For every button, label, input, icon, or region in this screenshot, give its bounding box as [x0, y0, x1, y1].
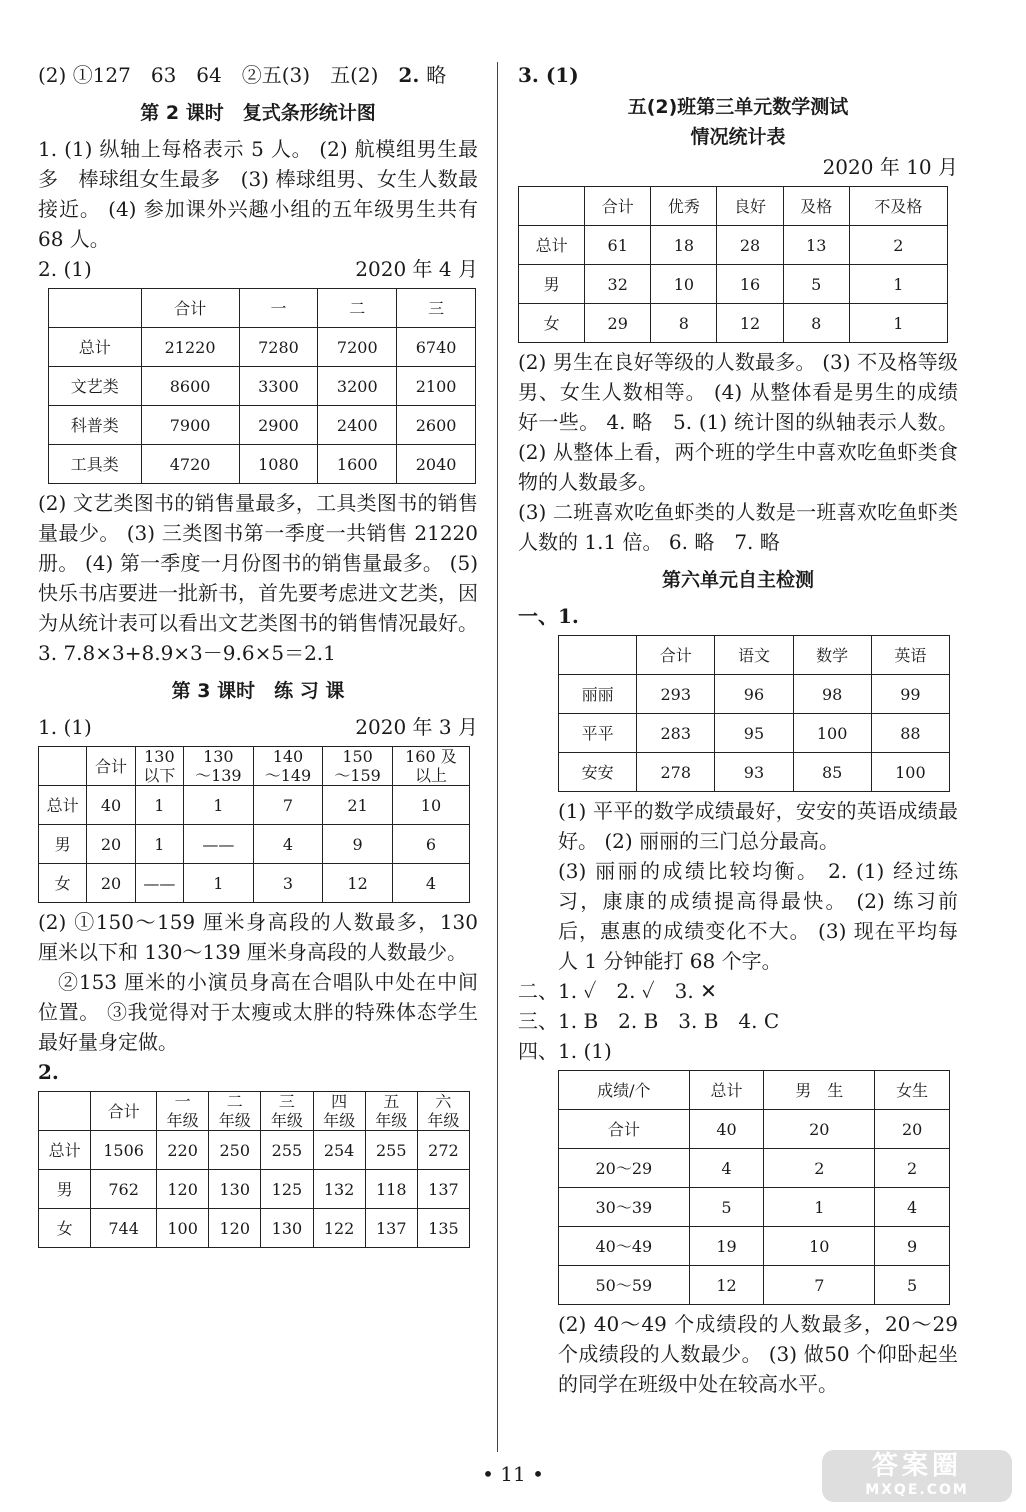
table-cell: 7: [253, 786, 323, 825]
table-cell: 合计: [559, 1110, 690, 1149]
table-header-cell: 合计: [637, 636, 715, 675]
table-subtitle: 情况统计表: [690, 126, 786, 148]
table-row: [559, 1227, 950, 1266]
table-cell: 8: [651, 304, 717, 343]
column-divider: [497, 62, 498, 1452]
table-cell: 99: [871, 675, 949, 714]
answer-paragraph: 1. (1) 纵轴上每格表示 5 人。 (2) 航模组男生最多 棒球组女生最多 (3) 棒球组男、女生人数最接近。 (4) 参加课外兴趣小组的五年级男生共有 68 人。: [38, 137, 478, 251]
question-label: 2. (1): [38, 257, 92, 281]
table-cell: 9: [323, 825, 393, 864]
table-cell: 2600: [397, 406, 476, 445]
question-header: [518, 60, 958, 90]
table-cell: 2: [875, 1149, 950, 1188]
table-cell: 12: [717, 304, 783, 343]
table-cell: 88: [871, 714, 949, 753]
table-cell: 12: [323, 864, 393, 903]
table-cell: 20: [875, 1110, 950, 1149]
table-row: [39, 825, 470, 864]
table-cell: 19: [689, 1227, 764, 1266]
question-header: [38, 1057, 478, 1087]
table-row: [559, 1149, 950, 1188]
table-cell: 61: [585, 226, 651, 265]
question-header: [38, 254, 478, 284]
table-header-cell: 二: [318, 289, 397, 328]
table-header-row: [519, 187, 948, 226]
table-cell: 总计: [39, 1131, 91, 1170]
table-header-cell: 语文: [715, 636, 793, 675]
table-header-row: [49, 289, 476, 328]
table-header-cell: 五 年级: [365, 1092, 417, 1131]
table-row: [39, 1170, 470, 1209]
table-cell: 254: [313, 1131, 365, 1170]
table-row: [559, 714, 950, 753]
table-cell: 20: [764, 1110, 875, 1149]
table-cell: 137: [417, 1170, 469, 1209]
table-cell: 130: [261, 1209, 313, 1248]
table-cell: 8: [783, 304, 849, 343]
table-cell: 总计: [519, 226, 585, 265]
table-cell: 3300: [239, 367, 318, 406]
table-cell: 28: [717, 226, 783, 265]
table-cell: 6740: [397, 328, 476, 367]
question-label: 2.: [38, 1060, 59, 1084]
table-date: 2020 年 4 月: [355, 257, 478, 281]
table-cell: 278: [637, 753, 715, 792]
answer-paragraph: (2) 男生在良好等级的人数最多。 (3) 不及格等级男、女生人数相等。 (4) 从整体看是男生的成绩好一些。 4. 略 5. (1) 统计图的纵轴表示人数。 (2) 从整体上看，两个班的学生中喜欢吃鱼虾类食物的人数最多。: [518, 350, 958, 494]
table-header-cell: 良好: [717, 187, 783, 226]
table-cell: 1: [849, 265, 947, 304]
table-header-cell: 150 ～159: [323, 747, 393, 786]
table-header-cell: 二 年级: [209, 1092, 261, 1131]
table-header-cell: 四 年级: [313, 1092, 365, 1131]
table-cell: 5: [875, 1266, 950, 1305]
table-cell: 2: [849, 226, 947, 265]
table-cell: 7900: [141, 406, 239, 445]
table-row: [559, 753, 950, 792]
table-cell: 5: [783, 265, 849, 304]
test-results-table: [518, 186, 948, 343]
table-cell: 21: [323, 786, 393, 825]
table-row: [39, 1131, 470, 1170]
grade-students-table: [38, 1091, 470, 1248]
table-header-cell: 三: [397, 289, 476, 328]
table-cell: 220: [157, 1131, 209, 1170]
section-heading-unit6: 第六单元自主检测: [661, 569, 814, 591]
watermark-text: 答案圈: [871, 1451, 962, 1481]
table-cell: 120: [157, 1170, 209, 1209]
table-cell: 20: [87, 825, 135, 864]
table-cell: 100: [871, 753, 949, 792]
table-cell: 40: [87, 786, 135, 825]
table-date-row: [518, 152, 958, 182]
table-cell: 总计: [49, 328, 142, 367]
answer-paragraph: (3) 丽丽的成绩比较均衡。 2. (1) 经过练习，康康的成绩提高得最快。 (2) 练习前后，惠惠的成绩变化不大。 (3) 现在平均每人 1 分钟能打 68 个字。: [558, 859, 958, 973]
table-cell: 安安: [559, 753, 637, 792]
table-header-cell: 130 以下: [135, 747, 183, 786]
table-row: [49, 445, 476, 484]
table-cell: 122: [313, 1209, 365, 1248]
table-cell: 1: [184, 864, 254, 903]
table-header-cell: 数学: [793, 636, 871, 675]
table-cell: 2100: [397, 367, 476, 406]
table-header-row: [39, 747, 470, 786]
table-row: [559, 1188, 950, 1227]
section-label-4: 四、1. (1): [518, 1039, 612, 1063]
table-cell: 120: [209, 1209, 261, 1248]
table-header-cell: 英语: [871, 636, 949, 675]
table-cell: 98: [793, 675, 871, 714]
answer-line-top: [38, 60, 478, 90]
table-cell: 2040: [397, 445, 476, 484]
table-cell: 40～49: [559, 1227, 690, 1266]
table-header-row: [559, 1071, 950, 1110]
table-cell: 125: [261, 1170, 313, 1209]
watermark-logo: [822, 1450, 1012, 1502]
table-cell: 男: [39, 1170, 91, 1209]
table-header-cell: 一: [239, 289, 318, 328]
table-cell: 总计: [39, 786, 87, 825]
table-cell: 1: [849, 304, 947, 343]
table-cell: 1: [764, 1188, 875, 1227]
table-cell: 文艺类: [49, 367, 142, 406]
page-number: • 11 •: [482, 1462, 544, 1486]
table-cell: 85: [793, 753, 871, 792]
table-cell: 1: [135, 825, 183, 864]
table-row: [39, 1209, 470, 1248]
table-cell: 工具类: [49, 445, 142, 484]
table-cell: 女: [39, 1209, 91, 1248]
table-cell: 18: [651, 226, 717, 265]
table-cell: 762: [91, 1170, 157, 1209]
table-cell: 93: [715, 753, 793, 792]
table-row: [519, 226, 948, 265]
table-cell: 7200: [318, 328, 397, 367]
table-header-cell: 合计: [87, 747, 135, 786]
table-title: 五(2)班第三单元数学测试: [627, 96, 849, 118]
table-header-cell: 三 年级: [261, 1092, 313, 1131]
question-label: 1. (1): [38, 715, 92, 739]
scores-table: [558, 635, 950, 792]
table-cell: 男: [519, 265, 585, 304]
section-heading-lesson2: 第 2 课时 复式条形统计图: [140, 102, 376, 124]
table-cell: 3200: [318, 367, 397, 406]
table-header-cell: 女生: [875, 1071, 950, 1110]
table-cell: 丽丽: [559, 675, 637, 714]
table-header-cell: [39, 747, 87, 786]
table-cell: 1600: [318, 445, 397, 484]
table-cell: 135: [417, 1209, 469, 1248]
table-row: [49, 328, 476, 367]
table-cell: 40: [689, 1110, 764, 1149]
table-header-cell: 140 ～149: [253, 747, 323, 786]
table-cell: 21220: [141, 328, 239, 367]
table-row: [49, 406, 476, 445]
table-cell: 32: [585, 265, 651, 304]
table-header-cell: [49, 289, 142, 328]
right-column: [518, 60, 958, 1399]
answer-paragraph: (3) 二班喜欢吃鱼虾类的人数是一班喜欢吃鱼虾类人数的 1.1 倍。 6. 略 7. 略: [518, 500, 958, 554]
table-cell: 10: [651, 265, 717, 304]
table-cell: 9: [875, 1227, 950, 1266]
table-header-cell: 合计: [141, 289, 239, 328]
table-cell: 20: [87, 864, 135, 903]
table-cell: 7: [764, 1266, 875, 1305]
table-header-cell: 合计: [91, 1092, 157, 1131]
table-cell: 96: [715, 675, 793, 714]
table-cell: 4: [253, 825, 323, 864]
table-header-cell: 总计: [689, 1071, 764, 1110]
table-cell: 1: [135, 786, 183, 825]
left-column: [38, 60, 478, 1252]
section-answers-2: 二、1. ✓ 2. ✓ 3. ✕: [518, 979, 717, 1003]
section-heading-lesson3: 第 3 课时 练 习 课: [171, 680, 345, 702]
table-header-cell: 合计: [585, 187, 651, 226]
height-table: [38, 746, 470, 903]
table-cell: 6: [392, 825, 469, 864]
book-sales-table: [48, 288, 476, 484]
table-cell: 4: [875, 1188, 950, 1227]
table-header-cell: 成绩/个: [559, 1071, 690, 1110]
situps-table: [558, 1070, 950, 1305]
table-cell: 10: [392, 786, 469, 825]
answer-paragraph: (1) 平平的数学成绩最好，安安的英语成绩最好。 (2) 丽丽的三门总分最高。: [558, 799, 958, 853]
table-cell: 1506: [91, 1131, 157, 1170]
table-cell: 20～29: [559, 1149, 690, 1188]
answer-paragraph: (2) 文艺类图书的销售量最多，工具类图书的销售量最少。 (3) 三类图书第一季度一共销售 21220 册。 (4) 第一季度一月份图书的销售量最多。 (5) 快乐书店要进一批新书，首先要考虑进文艺类，因为从统计表可以看出文艺类图书的销售情况最好。 3. 7.8×3+8.9×3－9.6×5＝2.1: [38, 491, 478, 665]
table-cell: 100: [793, 714, 871, 753]
table-header-cell: [39, 1092, 91, 1131]
table-cell: 女: [519, 304, 585, 343]
table-row: [39, 786, 470, 825]
table-cell: 10: [764, 1227, 875, 1266]
table-header-cell: 160 及 以上: [392, 747, 469, 786]
table-cell: 95: [715, 714, 793, 753]
table-cell: 250: [209, 1131, 261, 1170]
table-cell: 255: [365, 1131, 417, 1170]
table-row: [519, 265, 948, 304]
table-row: [39, 864, 470, 903]
table-cell: 3: [253, 864, 323, 903]
table-cell: 255: [261, 1131, 313, 1170]
table-row: [559, 1110, 950, 1149]
table-cell: 272: [417, 1131, 469, 1170]
table-header-cell: 130 ～139: [184, 747, 254, 786]
table-cell: 2: [764, 1149, 875, 1188]
table-cell: ——: [184, 825, 254, 864]
table-cell: 12: [689, 1266, 764, 1305]
table-cell: 女: [39, 864, 87, 903]
table-cell: 2400: [318, 406, 397, 445]
table-header-cell: 男 生: [764, 1071, 875, 1110]
table-cell: 4720: [141, 445, 239, 484]
table-cell: 50～59: [559, 1266, 690, 1305]
table-cell: 1: [184, 786, 254, 825]
section-label: 一、1.: [518, 604, 579, 628]
table-cell: 100: [157, 1209, 209, 1248]
watermark-url: MXQE.COM: [865, 1482, 969, 1498]
answer-paragraph: ②153 厘米的小演员身高在合唱队中处在中间位置。 ③我觉得对于太瘦或太胖的特殊体态学生最好量身定做。: [38, 970, 478, 1054]
table-cell: 8600: [141, 367, 239, 406]
answer-paragraph: (2) 40～49 个成绩段的人数最多，20～29 个成绩段的人数最少。 (3) 做50 个仰卧起坐的同学在班级中处在较高水平。: [558, 1312, 958, 1396]
table-row: [519, 304, 948, 343]
table-cell: 1080: [239, 445, 318, 484]
table-cell: 4: [392, 864, 469, 903]
section-answers-3: 三、1. B 2. B 3. B 4. C: [518, 1009, 780, 1033]
table-header-row: [39, 1092, 470, 1131]
answer-paragraph: (2) ①150～159 厘米身高段的人数最多，130 厘米以下和 130～139 厘米身高段的人数最少。: [38, 910, 478, 964]
table-cell: 132: [313, 1170, 365, 1209]
table-cell: 5: [689, 1188, 764, 1227]
table-header-cell: 一 年级: [157, 1092, 209, 1131]
table-row: [49, 367, 476, 406]
table-row: [559, 1266, 950, 1305]
table-header-cell: 优秀: [651, 187, 717, 226]
table-cell: 744: [91, 1209, 157, 1248]
table-cell: 平平: [559, 714, 637, 753]
table-header-cell: [559, 636, 637, 675]
table-row: [559, 675, 950, 714]
table-cell: 118: [365, 1170, 417, 1209]
table-cell: 7280: [239, 328, 318, 367]
table-header-cell: 及格: [783, 187, 849, 226]
table-date: 2020 年 10 月: [822, 155, 958, 179]
question-label: 3. (1): [518, 63, 579, 87]
table-header-row: [559, 636, 950, 675]
table-cell: ——: [135, 864, 183, 903]
table-cell: 130: [209, 1170, 261, 1209]
table-header-cell: 不及格: [849, 187, 947, 226]
table-cell: 30～39: [559, 1188, 690, 1227]
question-header: [38, 712, 478, 742]
table-cell: 283: [637, 714, 715, 753]
table-cell: 4: [689, 1149, 764, 1188]
table-cell: 2900: [239, 406, 318, 445]
table-cell: 男: [39, 825, 87, 864]
table-cell: 科普类: [49, 406, 142, 445]
table-cell: 13: [783, 226, 849, 265]
table-header-cell: [519, 187, 585, 226]
table-cell: 16: [717, 265, 783, 304]
table-cell: 293: [637, 675, 715, 714]
table-header-cell: 六 年级: [417, 1092, 469, 1131]
table-cell: 137: [365, 1209, 417, 1248]
answer-text: (2) ①127 63 64 ②五(3) 五(2) 2. 略: [38, 63, 447, 87]
table-cell: 29: [585, 304, 651, 343]
table-date: 2020 年 3 月: [355, 715, 478, 739]
